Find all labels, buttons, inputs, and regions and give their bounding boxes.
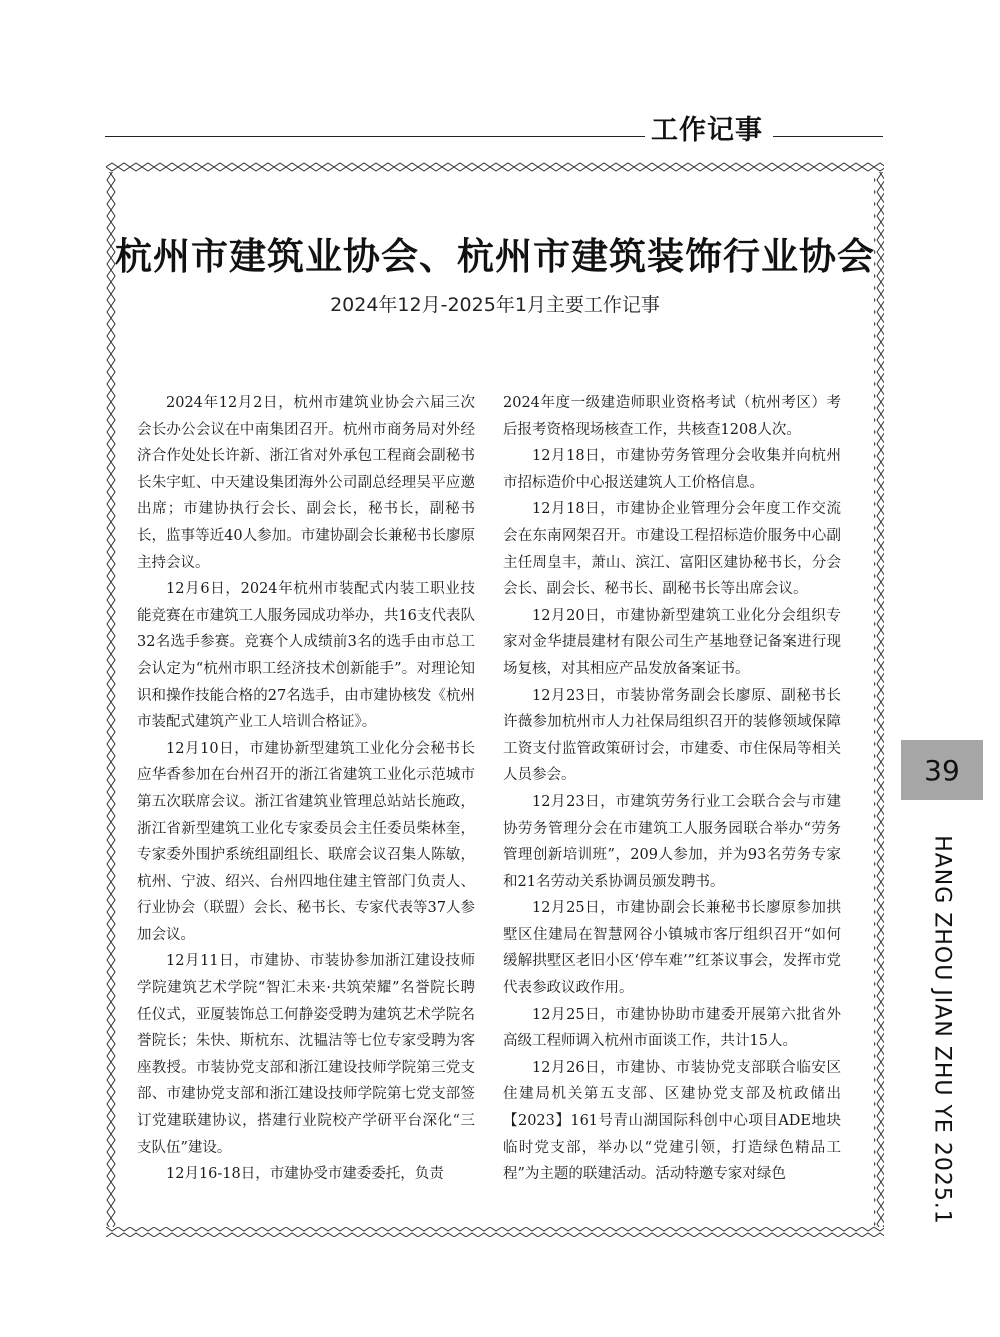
paragraph: 12月23日，市装协常务副会长廖原、副秘书长许薇参加杭州市人力社保局组织召开的装修领域保障工资支付监管政策研讨会，市建委、市住保局等相关人员参会。 [503, 687, 841, 784]
paragraph: 12月10日，市建协新型建筑工业化分会秘书长应华香参加在台州召开的浙江省建筑工业化示范城市第五次联席会议。浙江省建筑业管理总站站长施政，浙江省新型建筑工业化专家委员会主任委员柴林奎，专家委外围护系统组副组长、联席会议召集人陈敏，杭州、宁波、绍兴、台州四地住建主管部门负责人、行业协会（联盟）会长、秘书长、专家代表等37人参加会议。 [137, 740, 475, 943]
header-rule-left [105, 136, 645, 137]
left-column [137, 390, 475, 1188]
journal-name: HANG ZHOU JIAN ZHU YE 2025.1 [929, 835, 955, 1225]
paragraph: 12月18日，市建协劳务管理分会收集并向杭州市招标造价中心报送建筑人工价格信息。 [503, 448, 841, 491]
article-subtitle: 2024年12月-2025年1月主要工作记事 [330, 294, 660, 316]
article-title: 杭州市建筑业协会、杭州市建筑装饰行业协会 [115, 234, 875, 278]
paragraph: 12月20日，市建协新型建筑工业化分会组织专家对金华捷晨建材有限公司生产基地登记备案进行现场复核，对其相应产品发放备案证书。 [503, 607, 841, 677]
paragraph-continued: 2024年度一级建造师职业资格考试（杭州考区）考后报考资格现场核查工作，共核查1208人次。 [503, 395, 841, 438]
page-number: 39 [901, 740, 983, 800]
paragraph: 12月18日，市建协企业管理分会年度工作交流会在东南网架召开。市建设工程招标造价服务中心副主任周皇丰，萧山、滨江、富阳区建协秘书长，分会会长、副会长、秘书长、副秘书长等出席会议。 [503, 501, 841, 598]
paragraph: 12月16-18日，市建协受市建委委托，负责 [166, 1166, 444, 1183]
paragraph: 2024年12月2日，杭州市建筑业协会六届三次会长办公会议在中南集团召开。杭州市商务局对外经济合作处处长许新、浙江省对外承包工程商会副秘书长朱宇虹、中天建设集团海外公司副总经理吴平应邀出席；市建协执行会长、副会长，秘书长，副秘书长，监事等近40人参加。市建协副会长兼秘书长廖原主持会议。 [137, 395, 475, 571]
section-tag: 工作记事 [651, 115, 763, 146]
paragraph: 12月25日，市建协副会长兼秘书长廖原参加拱墅区住建局在智慧网谷小镇城市客厅组织召开“如何缓解拱墅区老旧小区‘停车难’”红茶议事会，发挥市党代表参政议政作用。 [503, 900, 841, 997]
paragraph: 12月26日，市建协、市装协党支部联合临安区住建局机关第五支部、区建协党支部及杭政储出【2023】161号青山湖国际科创中心项目ADE地块临时党支部，举办以“党建引领，打造绿色精品工程”为主题的联建活动。活动特邀专家对绿色 [503, 1059, 841, 1183]
right-column [503, 390, 841, 1188]
section-header [105, 108, 883, 146]
header-rule-right [773, 136, 883, 137]
paragraph: 12月23日，市建筑劳务行业工会联合会与市建协劳务管理分会在市建筑工人服务园联合举办“劳务管理创新培训班”，209人参加，并为93名劳务专家和21名劳动关系协调员颁发聘书。 [503, 793, 841, 890]
paragraph: 12月25日，市建协协助市建委开展第六批省外高级工程师调入杭州市面谈工作，共计15人。 [503, 1006, 841, 1050]
paragraph: 12月11日，市建协、市装协参加浙江建设技师学院建筑艺术学院“智汇未来·共筑荣耀”名誉院长聘任仪式，亚厦装饰总工何静姿受聘为建筑艺术学院名誉院长；朱快、斯杭东、沈韫洁等七位专家受聘为客座教授。市装协党支部和浙江建设技师学院第三党支部、市建协党支部和浙江建设技师学院第七党支部签订党建联建协议，搭建行业院校产学研平台深化“三支队伍”建设。 [137, 953, 475, 1156]
paragraph: 12月6日，2024年杭州市装配式内装工职业技能竞赛在市建筑工人服务园成功举办，共16支代表队32名选手参赛。竞赛个人成绩前3名的选手由市总工会认定为“杭州市职工经济技术创新能手”。对理论知识和操作技能合格的27名选手，由市建协核发《杭州市装配式建筑产业工人培训合格证》。 [137, 581, 475, 731]
